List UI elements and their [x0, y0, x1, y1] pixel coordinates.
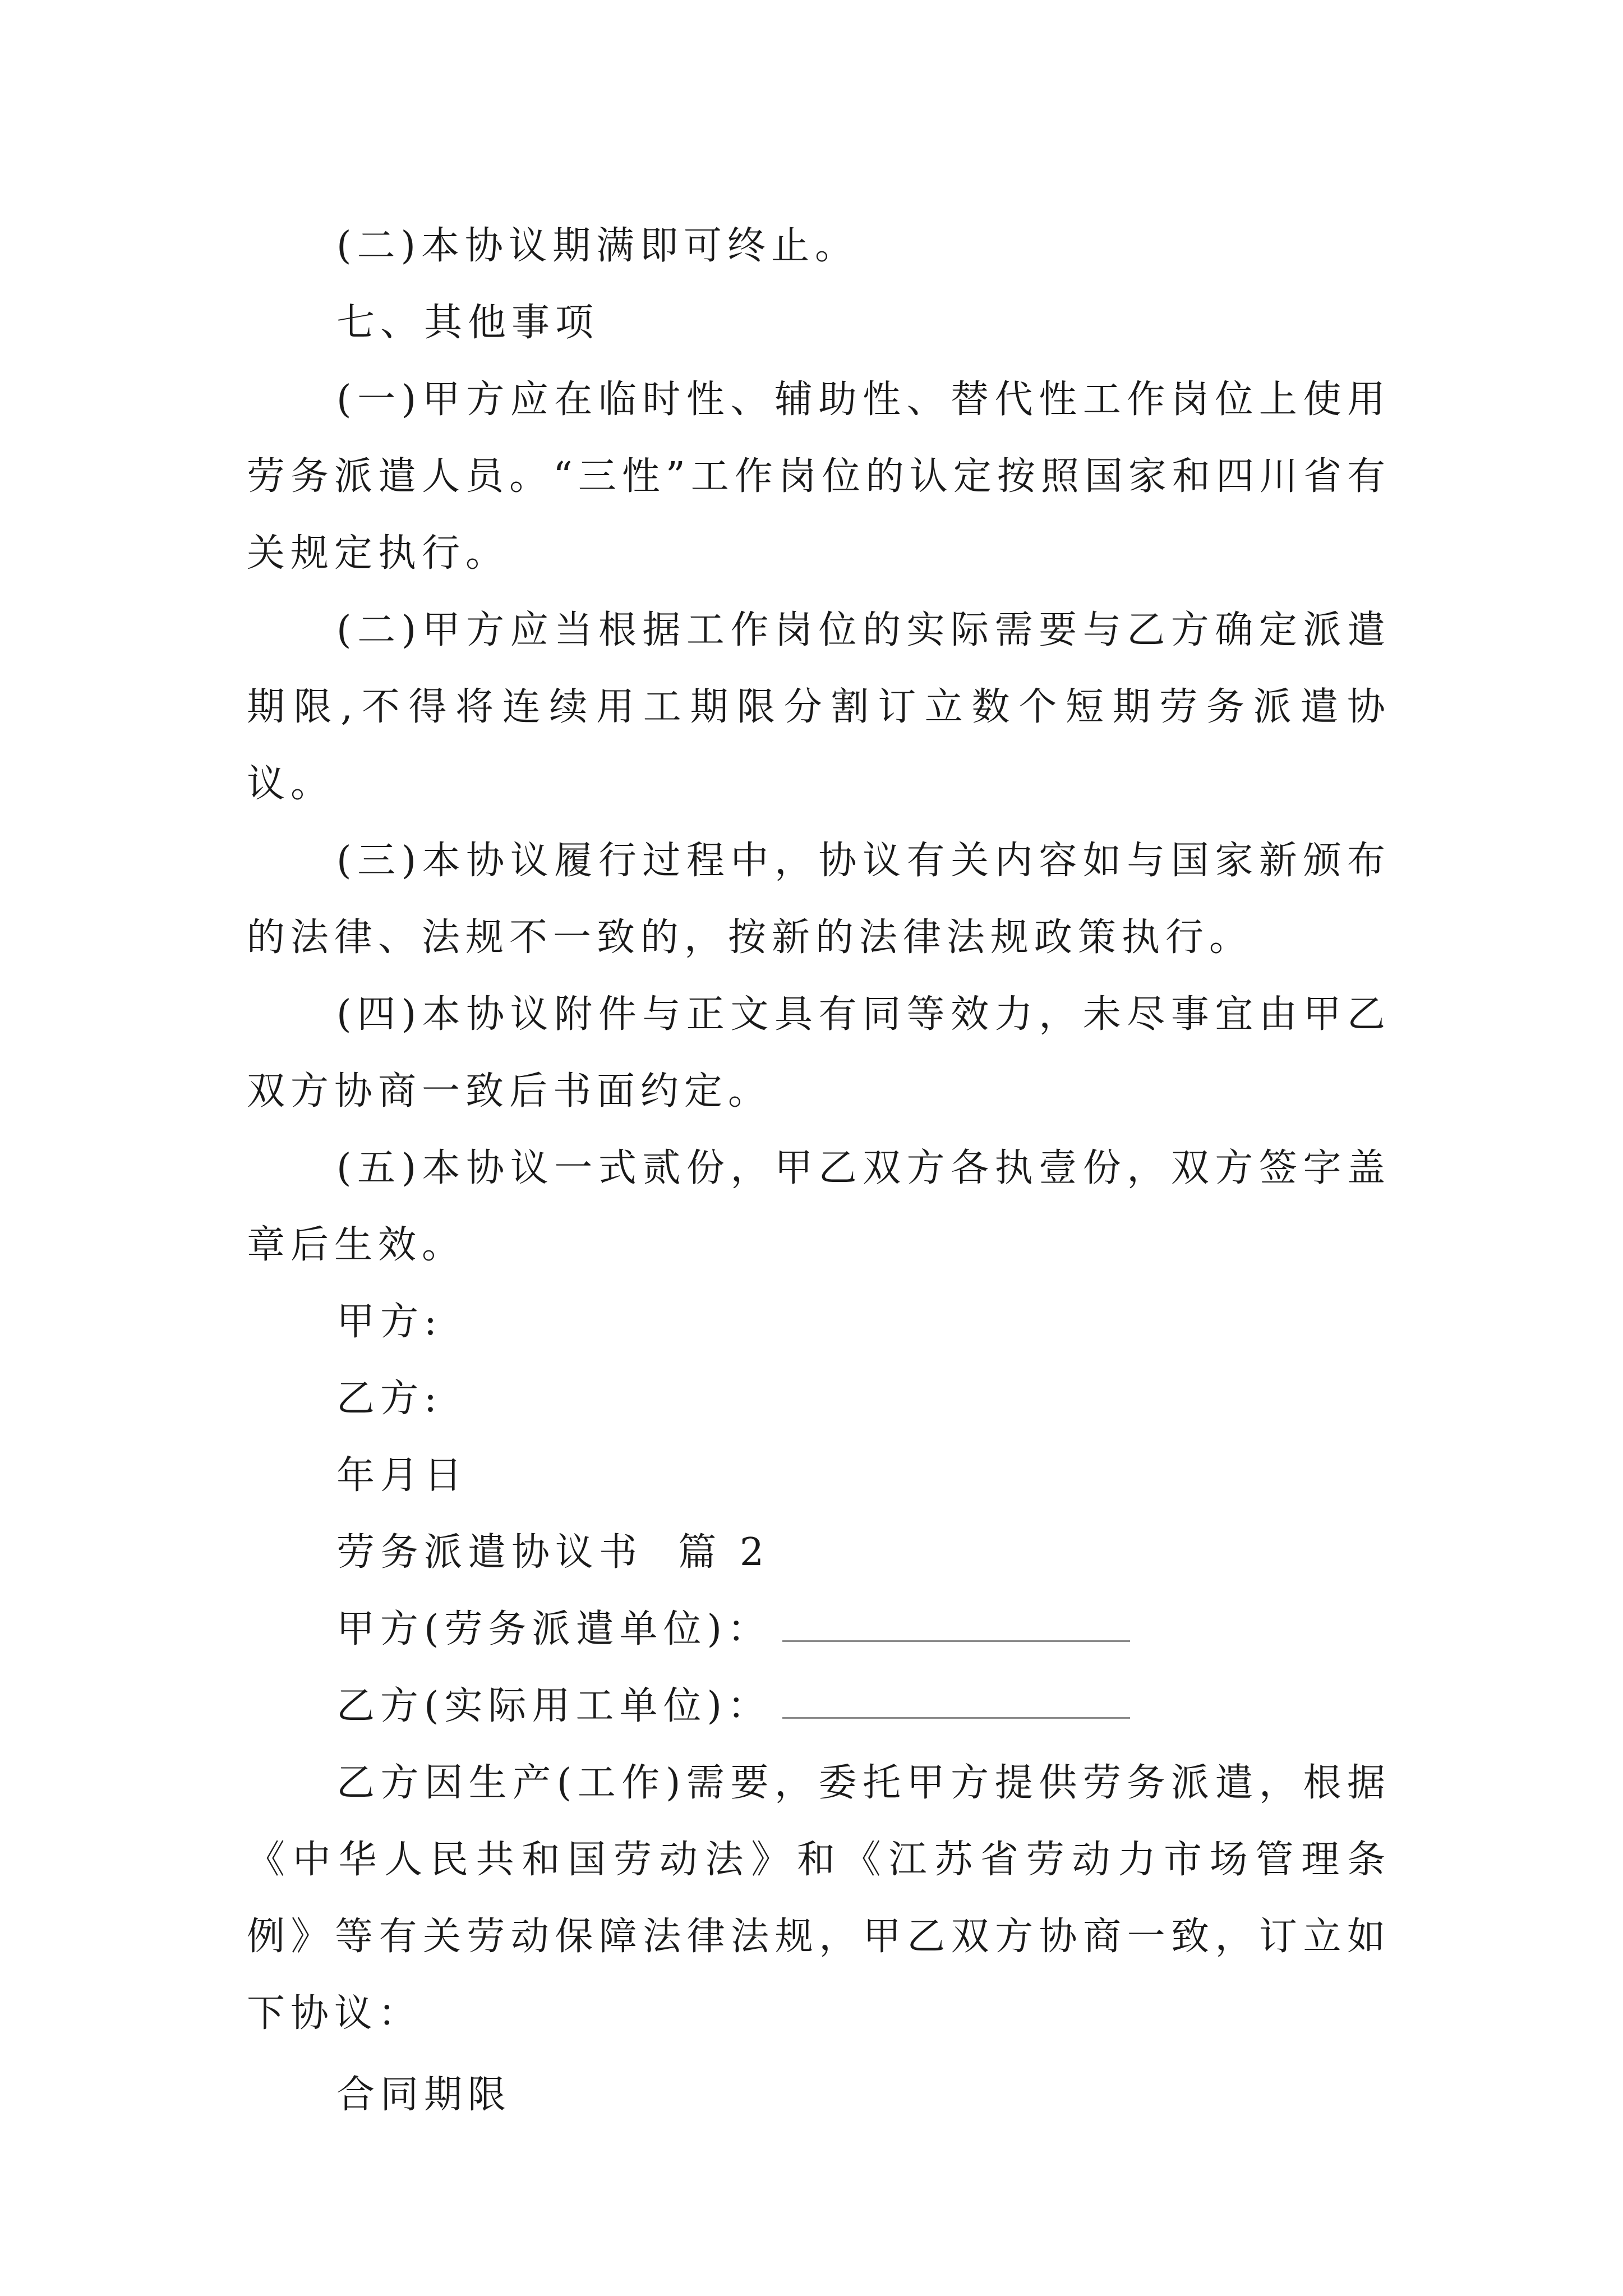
paragraph-item-3: (三)本协议履行过程中，协议有关内容如与国家新颁布的法律、法规不一致的，按新的法律法规政策执行。: [247, 839, 1391, 960]
document-body: [247, 208, 1391, 2133]
signature-party-a: 甲方:: [336, 1300, 442, 1344]
party-b-label: 乙方(实际用工单位)：: [336, 1684, 772, 1728]
section2-intro: 乙方因生产(工作)需要，委托甲方提供劳务派遣，根据《中华人民共和国劳动法》和《江苏省劳动力市场管理条例》等有关劳动保障法律法规，甲乙双方协商一致，订立如下协议：: [247, 1761, 1391, 2036]
paragraph-agreement-termination: (二)本协议期满即可终止。: [336, 224, 859, 268]
section2-heading-contract-term: 合同期限: [336, 2073, 512, 2117]
party-a-blank-field: [782, 1636, 1130, 1642]
section-heading-other-matters: 七、其他事项: [336, 301, 600, 345]
party-b-blank-field: [782, 1713, 1130, 1719]
party-a-line: [247, 1591, 1391, 1668]
paragraph-item-5: (五)本协议一式贰份，甲乙双方各执壹份，双方签字盖章后生效。: [247, 1146, 1391, 1267]
signature-party-b: 乙方:: [336, 1377, 442, 1421]
paragraph-item-1: (一)甲方应在临时性、辅助性、替代性工作岗位上使用劳务派遣人员。“三性”工作岗位的认定按照国家和四川省有关规定执行。: [247, 378, 1391, 576]
party-a-label: 甲方(劳务派遣单位)：: [336, 1607, 772, 1651]
paragraph-item-2: (二)甲方应当根据工作岗位的实际需要与乙方确定派遣期限,不得将连续用工期限分割订立数个短期劳务派遣协议。: [247, 608, 1391, 806]
spacer: [247, 2052, 1391, 2056]
party-b-line: [247, 1668, 1391, 1745]
signature-date: 年月日: [336, 1453, 468, 1498]
paragraph-item-4: (四)本协议附件与正文具有同等效力，未尽事宜由甲乙双方协商一致后书面约定。: [247, 992, 1391, 1114]
section2-title: 劳务派遣协议书 篇 2: [336, 1530, 770, 1575]
